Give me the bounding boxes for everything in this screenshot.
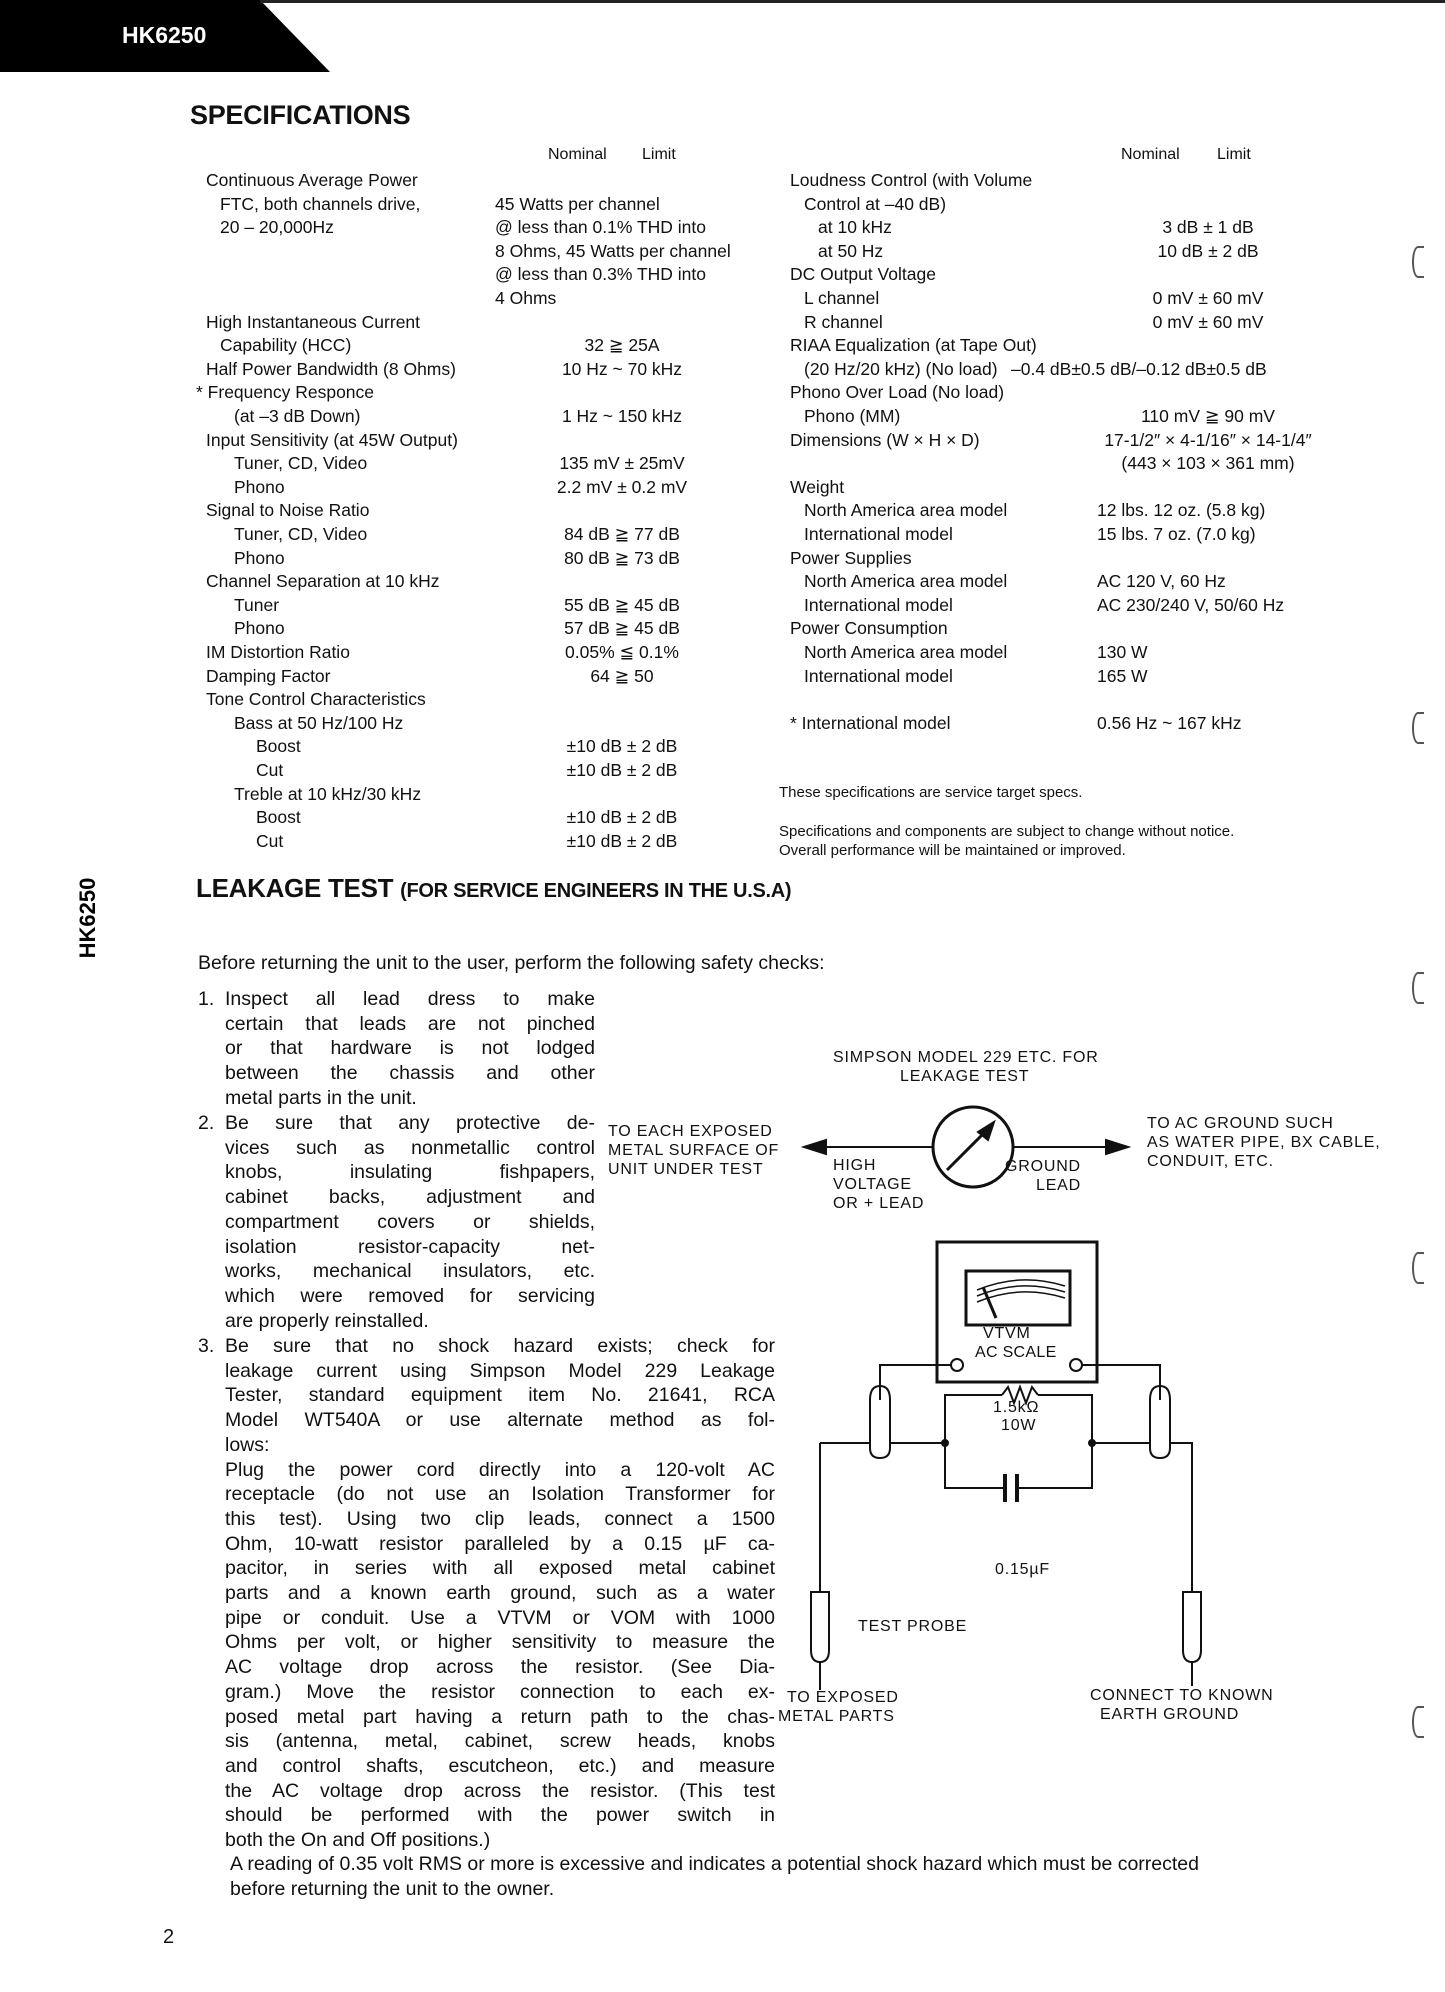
spec-value: 57 dB ≧ 45 dB (564, 618, 680, 639)
spec-label: Treble at 10 kHz/30 kHz (234, 783, 422, 804)
spec-label: Capability (HCC) (220, 335, 352, 356)
spec-label: Loudness Control (with Volume (790, 170, 1033, 190)
spec-value: 1 Hz ~ 150 kHz (561, 406, 683, 426)
label-to-ac-ground-3: CONDUIT, ETC. (1147, 1153, 1274, 1170)
spec-label: Power Consumption (790, 618, 948, 639)
earth-probe-icon (1183, 1592, 1201, 1662)
final-warning-line-2: before returning the unit to the owner. (230, 1878, 555, 1900)
label-to-exposed-metal-1: TO EXPOSED (787, 1689, 899, 1706)
spec-label: Bass at 50 Hz/100 Hz (234, 712, 404, 733)
side-model-label: HK6250 (75, 877, 100, 959)
spec-label: Tuner (234, 594, 280, 615)
change-notice-line-1: Specifications and components are subject to change without notice. (779, 823, 1235, 840)
spec-value: 0 mV ± 60 mV (1152, 288, 1264, 308)
spec-label: Tuner, CD, Video (234, 524, 368, 544)
step-line: Inspect all lead dress to make (225, 988, 595, 1010)
spec-label: Damping Factor (206, 665, 331, 686)
spec-label: High Instantaneous Current (206, 311, 421, 332)
step-line: Be sure that no shock hazard exists; check for (225, 1335, 775, 1357)
spec-label: Half Power Bandwidth (8 Ohms) (206, 358, 456, 379)
step-line: certain that leads are not pinched (225, 1012, 595, 1035)
spec-label: International model (804, 594, 953, 615)
step-line: cabinet backs, adjustment and (225, 1186, 595, 1209)
capacitor-value-label: 0.15µF (995, 1561, 1050, 1578)
label-to-exposed-metal-2: METAL PARTS (778, 1708, 895, 1725)
wire (880, 1365, 951, 1390)
step-line: or that hardware is not lodged (225, 1037, 595, 1060)
spec-value: @ less than 0.3% THD into (495, 264, 707, 285)
step-line: metal parts in the unit. (225, 1086, 417, 1109)
spec-label: DC Output Voltage (790, 264, 936, 285)
spec-label: Boost (256, 807, 301, 828)
binder-hole-mark (1412, 712, 1424, 744)
final-warning (230, 1852, 1199, 1902)
step-line: the AC voltage drop across the resistor. (This test (225, 1779, 775, 1802)
spec-value: ±10 dB ± 2 dB (566, 807, 678, 828)
spec-label: (20 Hz/20 kHz) (No load) (804, 358, 998, 379)
leakage-tester-meter-icon (933, 1107, 1013, 1187)
step-line: this test). Using two clip leads, connect a 1500 (225, 1507, 775, 1530)
leakage-test-heading: LEAKAGE TEST (196, 873, 394, 903)
spec-label: Continuous Average Power (206, 170, 418, 190)
diagram-title-1: SIMPSON MODEL 229 ETC. FOR (833, 1049, 1099, 1066)
spec-value: 2.2 mV ± 0.2 mV (556, 476, 688, 497)
binder-hole-mark (1412, 1706, 1424, 1738)
spec-value: ±10 dB ± 2 dB (566, 736, 678, 757)
spec-value: 12 lbs. 12 oz. (5.8 kg) (1097, 500, 1266, 521)
label-earth-ground-2: EARTH GROUND (1100, 1706, 1240, 1723)
step-line: and control shafts, escutcheon, etc.) and measure (225, 1754, 775, 1777)
spec-label: FTC, both channels drive, (220, 193, 421, 214)
step-line: which were removed for servicing (225, 1284, 595, 1307)
spec-value: 165 W (1097, 665, 1148, 686)
step-number: 1. (198, 988, 215, 1010)
leakage-test-subtitle: (FOR SERVICE ENGINEERS IN THE U.S.A) (400, 880, 792, 902)
resistor-wattage-label: 10W (1001, 1417, 1037, 1434)
spec-value: AC 120 V, 60 Hz (1097, 571, 1226, 592)
spec-label: Phono (234, 618, 285, 639)
step-number: 2. (198, 1112, 215, 1134)
right-nominal-header: Nominal (1121, 146, 1180, 163)
spec-label: Signal to Noise Ratio (206, 500, 370, 521)
step-line: should be performed with the power switch in (225, 1804, 775, 1827)
step-line: between the chassis and other (225, 1062, 595, 1085)
spec-value: 8 Ohms, 45 Watts per channel (495, 240, 731, 261)
test-probe-label: TEST PROBE (858, 1618, 968, 1635)
spec-value: –0.4 dB±0.5 dB/–0.12 dB±0.5 dB (1011, 358, 1267, 379)
binder-hole-mark (1412, 1252, 1424, 1284)
diagram-title-2: LEAKAGE TEST (900, 1068, 1030, 1085)
step-line: Ohms per volt, or higher sensitivity to measure the (225, 1631, 775, 1654)
label-to-each-exposed-2: METAL SURFACE OF (608, 1142, 780, 1159)
spec-value: 55 dB ≧ 45 dB (564, 594, 680, 615)
step-line: Tester, standard equipment item No. 21641, RCA (225, 1384, 775, 1407)
binder-hole-mark (1412, 972, 1424, 1004)
step-line: AC voltage drop across the resistor. (See Dia- (225, 1656, 775, 1679)
step-line: sis (antenna, metal, cabinet, screw heads, knobs (225, 1730, 775, 1753)
specifications-title: SPECIFICATIONS (190, 100, 411, 130)
spec-label: Tuner, CD, Video (234, 453, 368, 474)
step-line: works, mechanical insulators, etc. (225, 1260, 595, 1283)
spec-value: 80 dB ≧ 73 dB (564, 547, 680, 568)
spec-label: North America area model (804, 642, 1008, 662)
spec-value: 0.56 Hz ~ 167 kHz (1097, 712, 1242, 733)
spec-value: @ less than 0.1% THD into (495, 217, 707, 238)
spec-label: Tone Control Characteristics (206, 689, 426, 710)
spec-label: at 10 kHz (818, 217, 892, 238)
right-limit-header: Limit (1217, 146, 1251, 163)
spec-value: 0.05% ≦ 0.1% (565, 642, 679, 662)
spec-value: 10 dB ± 2 dB (1157, 240, 1259, 261)
leakage-intro: Before returning the unit to the user, perform the following safety checks: (198, 952, 825, 974)
step-line: Plug the power cord directly into a 120-volt AC (225, 1458, 775, 1481)
step-line: isolation resistor-capacity net- (225, 1235, 595, 1258)
binder-hole-mark (1412, 246, 1424, 278)
spec-value: 0 mV ± 60 mV (1152, 311, 1264, 332)
spec-label: (at –3 dB Down) (234, 406, 361, 426)
final-warning-line-1: A reading of 0.35 volt RMS or more is excessive and indicates a potential shock hazard which must be corrected (230, 1853, 1199, 1875)
label-high-voltage-3: OR + LEAD (833, 1195, 925, 1212)
label-ground-lead-1: GROUND (1005, 1158, 1081, 1175)
label-earth-ground-1: CONNECT TO KNOWN (1090, 1687, 1274, 1704)
vtvm-terminal-left (951, 1359, 963, 1371)
spec-label: Cut (256, 830, 284, 851)
spec-value: ±10 dB ± 2 dB (566, 830, 678, 851)
spec-value: 45 Watts per channel (495, 193, 660, 214)
spec-value: 110 mV ≧ 90 mV (1141, 406, 1275, 426)
ac-scale-label: AC SCALE (975, 1344, 1057, 1361)
spec-label: Weight (790, 476, 845, 497)
spec-label: Boost (256, 736, 301, 757)
spec-label: at 50 Hz (818, 240, 884, 261)
label-high-voltage-2: VOLTAGE (833, 1176, 912, 1193)
spec-value: 84 dB ≧ 77 dB (564, 524, 680, 544)
step-line: lows: (225, 1433, 270, 1456)
step-line: Be sure that any protective de- (225, 1112, 595, 1134)
spec-label: International model (804, 665, 953, 686)
page-number: 2 (163, 1926, 175, 1948)
spec-value: ±10 dB ± 2 dB (566, 760, 678, 780)
spec-label: Cut (256, 760, 284, 780)
spec-value: AC 230/240 V, 50/60 Hz (1097, 594, 1285, 615)
spec-label: Phono (MM) (804, 406, 901, 426)
service-target-note: These specifications are service target specs. (779, 784, 1083, 801)
step-line: receptacle (do not use an Isolation Transformer for (225, 1483, 775, 1506)
label-to-each-exposed-1: TO EACH EXPOSED (608, 1123, 773, 1140)
spec-value: 17-1/2″ × 4-1/16″ × 14-1/4″ (1104, 429, 1312, 450)
step-line: Ohm, 10-watt resistor paralleled by a 0.15 µF ca- (225, 1532, 775, 1555)
vtvm-terminal-right (1070, 1359, 1082, 1371)
step-line: vices such as nonmetallic control (225, 1136, 595, 1159)
step-line: pipe or conduit. Use a VTVM or VOM with 1000 (225, 1606, 775, 1629)
label-to-ac-ground-1: TO AC GROUND SUCH (1147, 1115, 1334, 1132)
spec-value: 130 W (1097, 642, 1148, 662)
spec-label: 20 – 20,000Hz (220, 217, 334, 238)
step-line: posed metal part having a return path to the chas- (225, 1705, 775, 1728)
spec-label: Control at –40 dB) (804, 193, 947, 214)
label-to-ac-ground-2: AS WATER PIPE, BX CABLE, (1147, 1134, 1381, 1151)
label-high-voltage-1: HIGH (833, 1157, 877, 1174)
left-arrow-icon (804, 1140, 826, 1154)
spec-value: 15 lbs. 7 oz. (7.0 kg) (1097, 524, 1256, 544)
step-line: are properly reinstalled. (225, 1309, 429, 1332)
left-limit-header: Limit (642, 146, 676, 163)
spec-label: R channel (804, 311, 883, 332)
spec-label: IM Distortion Ratio (206, 642, 350, 662)
test-probe-icon (811, 1592, 829, 1662)
step-number: 3. (198, 1335, 215, 1357)
spec-label: Phono (234, 476, 285, 497)
model-title: HK6250 (122, 22, 207, 48)
spec-value: 10 Hz ~ 70 kHz (561, 358, 683, 379)
spec-label: RIAA Equalization (at Tape Out) (790, 335, 1037, 356)
spec-label: Phono (234, 547, 285, 568)
step-line: pacitor, in series with all exposed metal cabinet (225, 1557, 775, 1580)
top-rule (260, 0, 1445, 3)
spec-label: L channel (804, 288, 880, 308)
spec-label: North America area model (804, 500, 1008, 521)
spec-value: 32 ≧ 25A (584, 335, 660, 356)
step-line: compartment covers or shields, (225, 1210, 595, 1233)
step-line: parts and a known earth ground, such as a water (225, 1582, 775, 1605)
step-line: knobs, insulating fishpapers, (225, 1161, 595, 1184)
spec-label: Power Supplies (790, 547, 912, 568)
spec-label: Dimensions (W × H × D) (790, 429, 980, 450)
spec-value: 135 mV ± 25mV (559, 453, 685, 474)
spec-value: (443 × 103 × 361 mm) (1121, 453, 1295, 474)
leakage-test-title (196, 873, 791, 904)
spec-label: Channel Separation at 10 kHz (206, 571, 440, 592)
spec-label: * International model (790, 712, 951, 733)
label-to-each-exposed-3: UNIT UNDER TEST (608, 1161, 764, 1178)
spec-value: 4 Ohms (495, 288, 557, 308)
vtvm-meter-face (966, 1271, 1070, 1325)
label-ground-lead-2: LEAD (1036, 1177, 1081, 1194)
spec-value: 3 dB ± 1 dB (1162, 217, 1254, 238)
spec-label: Phono Over Load (No load) (790, 382, 1005, 403)
vtvm-label: VTVM (983, 1325, 1031, 1342)
step-line: Model WT540A or use alternate method as fol- (225, 1409, 775, 1432)
change-notice-line-2: Overall performance will be maintained or improved. (779, 842, 1126, 859)
left-nominal-header: Nominal (548, 146, 607, 163)
spec-label: International model (804, 524, 953, 544)
spec-label: Input Sensitivity (at 45W Output) (206, 429, 458, 450)
step-line: gram.) Move the resistor connection to each ex- (225, 1680, 775, 1703)
right-arrow-icon (1106, 1140, 1128, 1154)
spec-value: 64 ≧ 50 (590, 665, 654, 686)
spec-label: * Frequency Responce (196, 382, 375, 403)
spec-label: North America area model (804, 571, 1008, 592)
step-line: leakage current using Simpson Model 229 Leakage (225, 1359, 775, 1382)
step-line: both the On and Off positions.) (225, 1829, 491, 1852)
resistor-value-label: 1.5kΩ (993, 1399, 1040, 1416)
